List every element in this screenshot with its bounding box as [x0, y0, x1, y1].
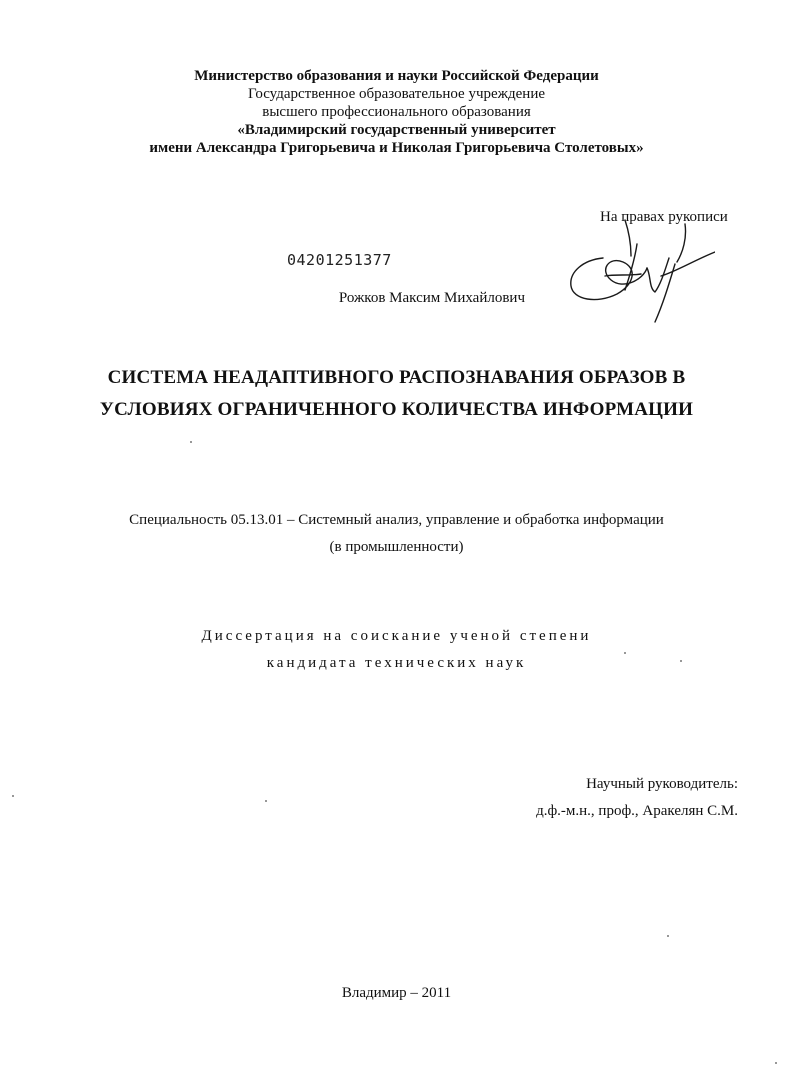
document-number: 04201251377	[287, 251, 392, 269]
scan-speck	[265, 800, 267, 802]
specialty-line-1: Специальность 05.13.01 – Системный анализ, управление и обработка информации	[129, 512, 664, 528]
manuscript-rights-label: На правах рукописи	[600, 209, 728, 225]
scan-speck	[667, 935, 669, 937]
degree-line-1: Диссертация на соискание ученой степени	[201, 628, 592, 644]
scan-speck	[12, 795, 14, 797]
university-line-1: «Владимирский государственный университет	[237, 122, 556, 138]
author-name: Рожков Максим Михайлович	[338, 290, 525, 306]
scan-speck	[775, 1062, 777, 1064]
supervisor-label: Научный руководитель:	[586, 776, 738, 792]
thesis-title-line-2: УСЛОВИЯХ ОГРАНИЧЕННОГО КОЛИЧЕСТВА ИНФОРМАЦИИ	[99, 399, 694, 420]
institution-type-line: Государственное образовательное учреждение	[247, 86, 546, 102]
city-year: Владимир – 2011	[341, 985, 452, 1001]
specialty-line-2: (в промышленности)	[329, 539, 464, 555]
signature-icon	[565, 214, 715, 326]
scan-speck	[624, 652, 626, 654]
ministry-line: Министерство образования и науки Российской Федерации	[194, 68, 599, 84]
scan-speck	[190, 441, 192, 443]
university-line-2: имени Александра Григорьевича и Николая Григорьевича Столетовых»	[149, 140, 644, 156]
supervisor-name: д.ф.-м.н., проф., Аракелян С.М.	[536, 803, 738, 819]
education-level-line: высшего профессионального образования	[262, 104, 531, 120]
thesis-title-line-1: СИСТЕМА НЕАДАПТИВНОГО РАСПОЗНАВАНИЯ ОБРАЗОВ В	[107, 367, 686, 388]
scan-speck	[680, 660, 682, 662]
degree-line-2: кандидата технических наук	[266, 655, 527, 671]
